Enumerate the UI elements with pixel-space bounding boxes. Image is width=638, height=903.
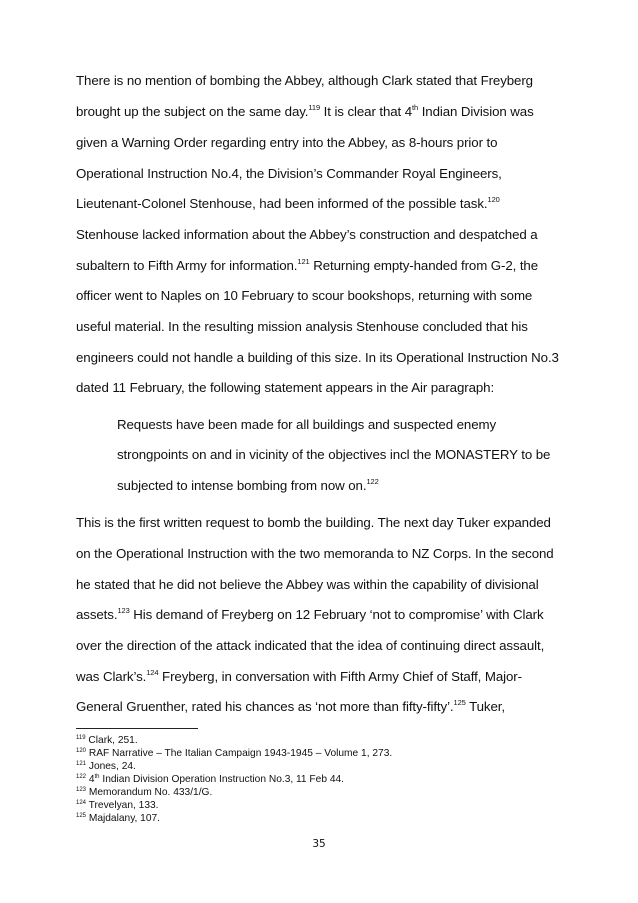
body2-line-5: over the direction of the attack indicated that the idea of continuing direct assault, (76, 638, 545, 653)
quote-line-1: Requests have been made for all buildings and suspected enemy (117, 417, 497, 432)
body-line-5: Lieutenant-Colonel Stenhouse, had been informed of the possible task.$^{120}$ (76, 195, 500, 211)
page-number: 35 (312, 838, 326, 850)
body2-line-4: assets.$^{123}$ His demand of Freyberg on 12 February ‘not to compromise’ with Clark (76, 606, 544, 622)
footnote-separator (76, 728, 198, 729)
body-line-10: engineers could not handle a building of this size. In its Operational Instruction No.3 (76, 350, 559, 365)
body-line-3: given a Warning Order regarding entry into the Abbey, as 8-hours prior to (76, 135, 498, 150)
body-line-7: subaltern to Fifth Army for information.$^{121}$ Returning empty-handed from G-2, the (76, 257, 538, 273)
footnote-122: $^{122}$ 4th Indian Division Operation Instruction No.3, 11 Feb 44. (76, 774, 344, 785)
footnote-123: $^{123}$ Memorandum No. 433/1/G. (76, 787, 213, 798)
body-line-9: useful material. In the resulting mission analysis Stenhouse concluded that his (76, 319, 528, 334)
body-line-4: Operational Instruction No.4, the Division’s Commander Royal Engineers, (76, 166, 502, 181)
footnote-120: $^{120}$ RAF Narrative – The Italian Campaign 1943-1945 – Volume 1, 273. (76, 748, 393, 759)
body-line-1: There is no mention of bombing the Abbey, although Clark stated that Freyberg (76, 73, 533, 88)
footnote-ref-122[interactable]: 122 (366, 477, 379, 486)
footnote-ref-125[interactable]: 125 (453, 698, 466, 707)
body-line-8: officer went to Naples on 10 February to scour bookshops, returning with some (76, 288, 533, 303)
body2-line-3: he stated that he did not believe the Abbey was within the capability of divisional (76, 577, 539, 592)
footnote-ref-123[interactable]: 123 (117, 606, 130, 615)
footnote-ref-120[interactable]: 120 (487, 195, 500, 204)
footnote-121: $^{121}$ Jones, 24. (76, 761, 136, 772)
body2-line-2: on the Operational Instruction with the two memoranda to NZ Corps. In the second (76, 546, 554, 561)
footnote-119: $^{119}$ Clark, 251. (76, 735, 138, 746)
body2-line-6: was Clark’s.$^{124}$ Freyberg, in conversation with Fifth Army Chief of Staff, Major- (76, 668, 522, 684)
footnote-125: $^{125}$ Majdalany, 107. (76, 813, 161, 824)
body-line-6: Stenhouse lacked information about the Abbey’s construction and despatched a (76, 227, 538, 242)
footnote-ref-121[interactable]: 121 (297, 257, 310, 266)
footnote-124: $^{124}$ Trevelyan, 133. (76, 800, 159, 811)
body2-line-1: This is the first written request to bomb the building. The next day Tuker expanded (76, 515, 551, 530)
body2-line-7: General Gruenther, rated his chances as ‘not more than fifty-fifty’.$^{125}$ Tuker, (76, 698, 505, 714)
footnote-ref-124[interactable]: 124 (146, 668, 159, 677)
footnote-ref-119[interactable]: 119 (308, 103, 321, 112)
quote-line-3: subjected to intense bombing from now on.$^{122}$ (117, 477, 379, 493)
body-line-11: dated 11 February, the following statement appears in the Air paragraph: (76, 380, 495, 395)
quote-line-2: strongpoints on and in vicinity of the objectives incl the MONASTERY to be (117, 447, 551, 462)
body-line-2: brought up the subject on the same day.$^{119}$ It is clear that 4th Indian Division was (76, 103, 534, 119)
